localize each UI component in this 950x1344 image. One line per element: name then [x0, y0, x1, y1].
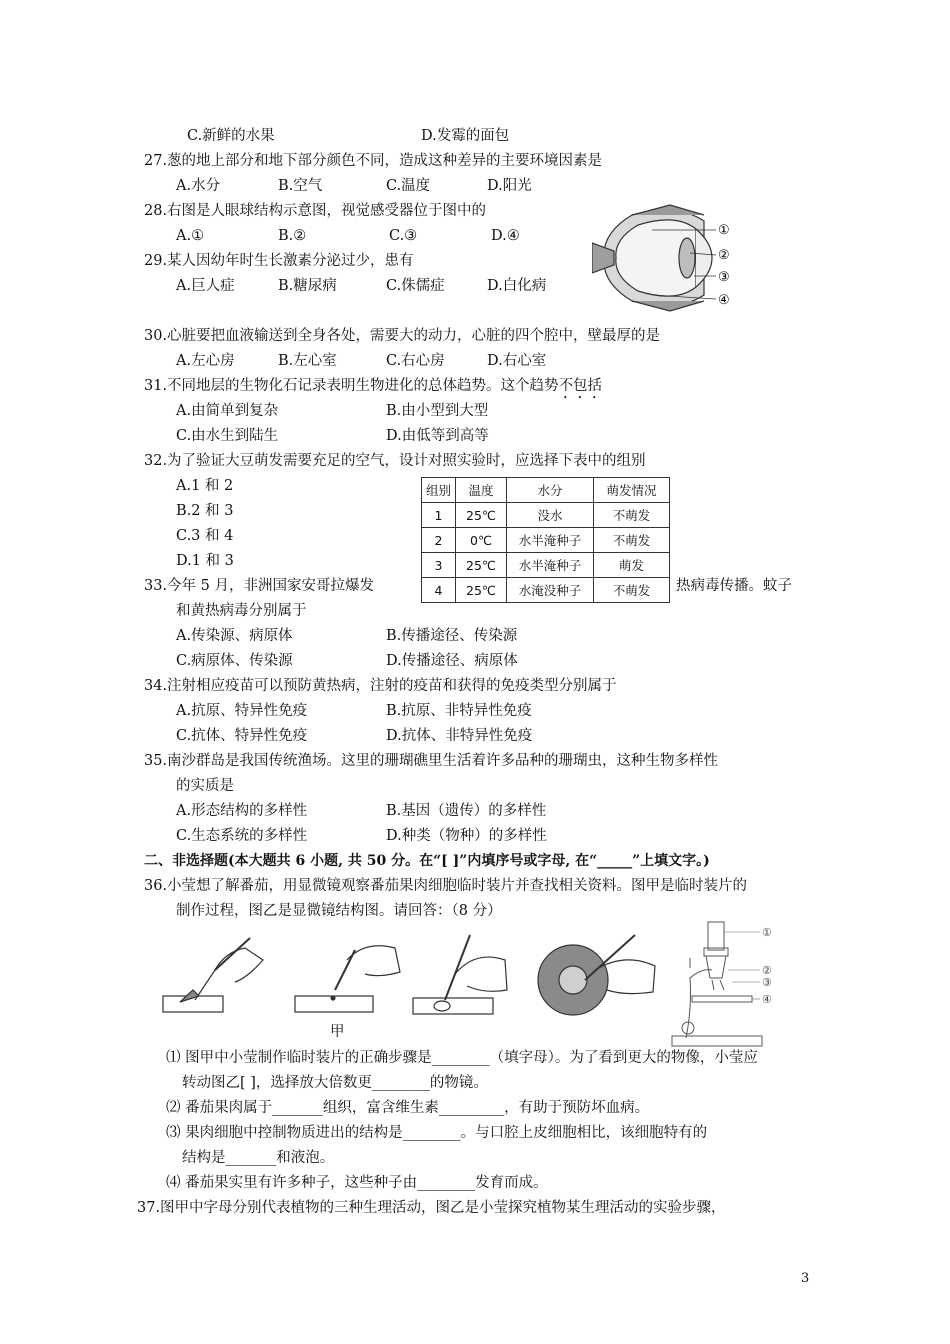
q35-option-b: B.基因（遗传）的多样性 [386, 803, 547, 819]
q29-option-a: A.巨人症 [176, 278, 235, 294]
eye-diagram [592, 203, 742, 313]
q29-option-b: B.糖尿病 [278, 278, 337, 294]
table-header: 温度 [456, 478, 507, 503]
q29-option-c: C.侏儒症 [386, 278, 445, 294]
table-cell: 1 [422, 503, 456, 528]
q28-option-b: B.② [278, 228, 307, 244]
table-row [422, 503, 670, 528]
figure-label-jia: 甲 [330, 1024, 345, 1040]
microscope-label-2: ② [762, 964, 772, 977]
q28-option-a: A.① [176, 228, 205, 244]
table-cell: 水半淹种子 [507, 528, 594, 553]
table-header: 萌发情况 [594, 478, 670, 503]
step-4-illustration [538, 935, 655, 1015]
table-cell: 3 [422, 553, 456, 578]
table-cell: 25℃ [456, 553, 507, 578]
q30-option-d: D.右心室 [487, 353, 547, 369]
q34-option-c: C.抗体、特异性免疫 [176, 728, 308, 744]
table-cell: 不萌发 [594, 503, 670, 528]
q35-option-d: D.种类（物种）的多样性 [386, 828, 547, 844]
eye-label-1: ① [718, 223, 730, 238]
q32-stem: 32.为了验证大豆萌发需要充足的空气，设计对照实验时，应选择下表中的组别 [144, 453, 646, 469]
q32-option-d: D.1 和 3 [176, 553, 234, 569]
step-2-illustration [295, 946, 400, 1012]
q33-line2: 和黄热病毒分别属于 [176, 603, 307, 619]
table-cell: 没水 [507, 503, 594, 528]
q30-option-a: A.左心房 [176, 353, 235, 369]
q35-line2: 的实质是 [176, 778, 234, 794]
q36-sub1-line2: 转动图乙[ ]，选择放大倍数更________的物镜。 [182, 1075, 488, 1091]
q32-table [421, 477, 670, 603]
q35-line1: 35.南沙群岛是我国传统渔场。这里的珊瑚礁里生活着许多品种的珊瑚虫，这种生物多样性 [144, 753, 719, 769]
table-cell: 水淹没种子 [507, 578, 594, 603]
q31-option-a: A.由简单到复杂 [176, 403, 279, 419]
q36-sub1-line1: ⑴ 图甲中小莹制作临时装片的正确步骤是________（填字母）。为了看到更大的物像，小莹应 [166, 1050, 758, 1066]
table-row [422, 553, 670, 578]
q36-sub4: ⑷ 番茄果实里有许多种子，这些种子由________发育而成。 [166, 1175, 548, 1191]
table-cell: 萌发 [594, 553, 670, 578]
table-cell: 不萌发 [594, 578, 670, 603]
q32-option-a: A.1 和 2 [176, 478, 234, 494]
q27-option-b: B.空气 [278, 178, 323, 194]
q31-option-d: D.由低等到高等 [386, 428, 489, 444]
q26-option-c: C.新鲜的水果 [187, 128, 275, 144]
table-cell: 水半淹种子 [507, 553, 594, 578]
q35-option-c: C.生态系统的多样性 [176, 828, 308, 844]
q33-option-b: B.传播途径、传染源 [386, 628, 518, 644]
table-cell: 25℃ [456, 578, 507, 603]
eye-label-3: ③ [718, 270, 730, 285]
table-header-row [422, 478, 670, 503]
q36-line2: 制作过程，图乙是显微镜结构图。请回答：（8 分） [176, 903, 502, 919]
table-cell: 4 [422, 578, 456, 603]
table-cell: 2 [422, 528, 456, 553]
q27-stem: 27.葱的地上部分和地下部分颜色不同，造成这种差异的主要环境因素是 [144, 153, 603, 169]
table-header: 水分 [507, 478, 594, 503]
q27-option-c: C.温度 [386, 178, 431, 194]
q33-option-c: C.病原体、传染源 [176, 653, 293, 669]
q30-stem: 30.心脏要把血液输送到全身各处，需要大的动力，心脏的四个腔中，壁最厚的是 [144, 328, 661, 344]
eye-label-4: ④ [718, 293, 730, 308]
eye-label-2: ② [718, 248, 730, 263]
microscope-label-1: ① [762, 926, 772, 939]
q32-option-c: C.3 和 4 [176, 528, 234, 544]
q29-stem: 29.某人因幼年时生长激素分泌过少，患有 [144, 253, 414, 269]
q36-line1: 36.小莹想了解番茄，用显微镜观察番茄果肉细胞临时装片并查找相关资料。图甲是临时装片的 [144, 878, 748, 894]
q27-option-d: D.阳光 [487, 178, 532, 194]
q34-option-b: B.抗原、非特异性免疫 [386, 703, 532, 719]
table-row [422, 528, 670, 553]
q34-option-d: D.抗体、非特异性免疫 [386, 728, 533, 744]
table-cell: 0℃ [456, 528, 507, 553]
table-cell: 25℃ [456, 503, 507, 528]
table-cell: 不萌发 [594, 528, 670, 553]
q35-option-a: A.形态结构的多样性 [176, 803, 308, 819]
section-heading: 二、非选择题(本大题共 6 小题, 共 50 分。在“[ ]”内填序号或字母, 在“_____”上填文字。) [144, 853, 710, 869]
q32-option-b: B.2 和 3 [176, 503, 234, 519]
q36-sub2: ⑵ 番茄果肉属于_______组织，富含维生素_________，有助于预防坏血病。 [166, 1100, 650, 1116]
q30-option-b: B.左心室 [278, 353, 337, 369]
q33-line1-start: 33.今年 5 月，非洲国家安哥拉爆发 [144, 578, 375, 594]
q28-option-d: D.④ [491, 228, 520, 244]
step-1-illustration [163, 938, 263, 1012]
microscope-label-3: ③ [762, 976, 772, 989]
slide-preparation-figure [155, 930, 665, 1025]
q31-stem [144, 376, 602, 402]
q27-option-a: A.水分 [176, 178, 221, 194]
q31-option-c: C.由水生到陆生 [176, 428, 279, 444]
q34-stem: 34.注射相应疫苗可以预防黄热病，注射的疫苗和获得的免疫类型分别属于 [144, 678, 617, 694]
q33-option-a: A.传染源、病原体 [176, 628, 293, 644]
q34-option-a: A.抗原、特异性免疫 [176, 703, 308, 719]
q36-sub3-line2: 结构是_______和液泡。 [182, 1150, 335, 1166]
q31-stem-emphasis: 不包括 [558, 378, 603, 394]
q31-stem-text: 31.不同地层的生物化石记录表明生物进化的总体趋势。这个趋势 [144, 378, 559, 394]
page-number: 3 [801, 1271, 810, 1286]
microscope-figure [662, 918, 782, 1048]
q33-option-d: D.传播途径、病原体 [386, 653, 518, 669]
microscope-label-4: ④ [762, 993, 772, 1006]
table-header: 组别 [422, 478, 456, 503]
q28-stem: 28.右图是人眼球结构示意图，视觉感受器位于图中的 [144, 203, 487, 219]
q36-sub3-line1: ⑶ 果肉细胞中控制物质进出的结构是________。与口腔上皮细胞相比，该细胞特有的 [166, 1125, 708, 1141]
q30-option-c: C.右心房 [386, 353, 445, 369]
q37-line1: 37.图甲中字母分别代表植物的三种生理活动，图乙是小莹探究植物某生理活动的实验步骤， [137, 1200, 726, 1216]
q28-option-c: C.③ [389, 228, 418, 244]
q33-line1-end: 热病毒传播。蚊子 [676, 578, 792, 594]
q31-option-b: B.由小型到大型 [386, 403, 489, 419]
q26-option-d: D.发霉的面包 [421, 128, 510, 144]
step-3-illustration [413, 935, 507, 1014]
q29-option-d: D.白化病 [487, 278, 547, 294]
table-row [422, 578, 670, 603]
